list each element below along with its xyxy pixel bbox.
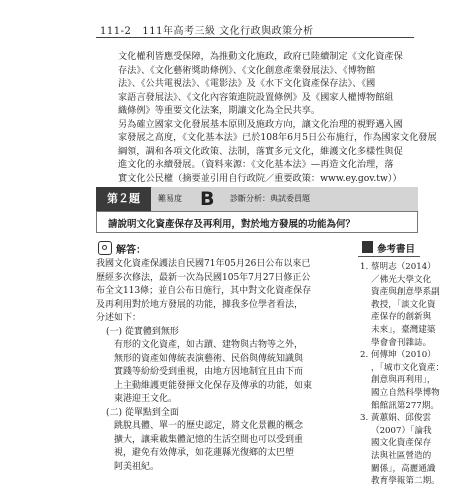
reference-line: 創意與再利用」， bbox=[371, 375, 436, 386]
intro-line: 家語言發展法》、《文化內容策進院設置條例》及《國家人權博物館組 bbox=[118, 91, 394, 103]
question-number: 第２題 bbox=[96, 187, 151, 211]
question-text: 請說明文化資產保存及再利用，對於地方發展的功能為何？ bbox=[108, 219, 356, 230]
answer-line: 上主動維護更能發揮文化保存及傳承的功能，如東 bbox=[114, 380, 313, 391]
answer-line: 實踐等紛紛受到重視，由地方因地制宜且由下而 bbox=[114, 367, 304, 377]
answer-line: 歷經多次修法，最新一次為民國105年7月27日修正公 bbox=[96, 272, 311, 283]
references-rule bbox=[358, 256, 420, 257]
reference-line: ，「城市文化資產： bbox=[371, 362, 445, 373]
reference-line: 3. 黃蕙娟、邱俊雲 bbox=[360, 413, 432, 424]
reference-line: 教授，「談文化資 bbox=[371, 299, 436, 310]
reference-line: 教育學報第二期。 bbox=[371, 476, 440, 487]
reference-line: 國文化資產保存 bbox=[371, 438, 432, 449]
answer-line: 擴大，讓乘載集體記憶的生活空間也可以受到重 bbox=[114, 434, 304, 445]
references-list bbox=[360, 261, 445, 488]
answer-line: 及再利用對於地方發展的功能，據我多位學者看法， bbox=[96, 299, 304, 310]
references-title: 參考書目 bbox=[377, 244, 416, 255]
intro-paragraph bbox=[118, 50, 437, 185]
intro-line: 織條例》等重要文化法案，期讓文化為全民共享。 bbox=[118, 105, 321, 116]
book-icon bbox=[362, 241, 373, 253]
diagnosis-label: 診斷分析：典試委員題 bbox=[230, 194, 310, 203]
answer-line: 跳脫具體、單一的歷史認定，將文化景觀的概念 bbox=[114, 421, 304, 431]
magnifier-icon bbox=[98, 241, 112, 255]
page-number: 111-2 bbox=[100, 26, 132, 37]
intro-line: 法》、《公共電視法》、《電影法》及《水下文化資產保存法》、《國 bbox=[118, 78, 376, 89]
reference-line: ／佛光大學文化 bbox=[371, 274, 432, 285]
reference-line: 資產與創意學系副 bbox=[371, 287, 440, 298]
answer-line: 阿美祖紀。 bbox=[114, 461, 160, 472]
answer-line: 東港迎王文化。 bbox=[114, 394, 178, 404]
reference-line: 2. 何傳坤（2010） bbox=[360, 350, 436, 361]
reference-line: 法與社區營造的 bbox=[371, 450, 432, 461]
reference-line: 未來」，臺灣建築 bbox=[371, 324, 436, 335]
answer-line: (二) 從單點到全面 bbox=[106, 407, 179, 418]
intro-line: 存法》、《文化藝術獎助條例》、《文化創意產業發展法》、《博物館 bbox=[118, 64, 376, 76]
intro-line: 文化權利皆應受保障，為推動文化施政，政府已陸續制定《文化資產保 bbox=[118, 51, 403, 62]
reference-line: 1. 蔡明志（2014） bbox=[360, 262, 436, 272]
reference-line: 關係」，高麗通識 bbox=[371, 463, 436, 474]
reference-line: 學會會刊雜誌。 bbox=[371, 337, 432, 348]
answer-body bbox=[96, 258, 336, 474]
answer-line: 布全文113條；並自公布日施行，其中對文化資產保存 bbox=[96, 286, 312, 296]
intro-line: 進文化的永續發展。（資料來源：《文化基本法》—再造文化治理，落 bbox=[118, 159, 394, 170]
answer-label: 解答： bbox=[116, 245, 146, 256]
answer-line: 分述如下： bbox=[96, 313, 142, 323]
reference-line: 館館訊第277期。 bbox=[371, 400, 439, 411]
intro-line: 家發展之高度，《文化基本法》已於108年6月5日公布施行，作為國家文化發展 bbox=[118, 132, 437, 143]
intro-line: 另為確立國家文化發展基本原則及施政方向，讓文化治理的視野邁入國 bbox=[118, 118, 403, 130]
intro-line: 實文化公民權（摘要並引用自行政院／重要政策：www.ey.gov.tw）） bbox=[118, 172, 402, 184]
answer-line: 視，避免有效傳承，如花蓮縣光復鄉的太巴塱 bbox=[114, 448, 295, 458]
reference-line: 產保存的創新與 bbox=[371, 312, 432, 323]
reference-line: （2007）「論我 bbox=[371, 425, 432, 436]
running-header bbox=[100, 22, 314, 37]
difficulty-grade: B bbox=[200, 188, 215, 210]
answer-line: 有形的文化資產，如古蹟、建物與古物等之外， bbox=[114, 340, 304, 350]
book-title: 111年高考三級 文化行政與政策分析 bbox=[142, 26, 314, 37]
answer-line: 我國文化資產保護法自民國71年05月26日公布以來已 bbox=[96, 259, 311, 269]
answer-line: (一) 從實體到無形 bbox=[106, 326, 179, 337]
header-rule bbox=[96, 37, 414, 38]
reference-line: 國立自然科學博物 bbox=[371, 387, 440, 398]
answer-line: 無形的資產如傳統表演藝術、民俗與傳統知識與 bbox=[114, 353, 304, 364]
difficulty-label: 難易度 bbox=[158, 194, 182, 203]
intro-line: 綱領，調和各項文化政策、法制，落實多元文化，維護文化多樣性與促 bbox=[118, 145, 403, 157]
